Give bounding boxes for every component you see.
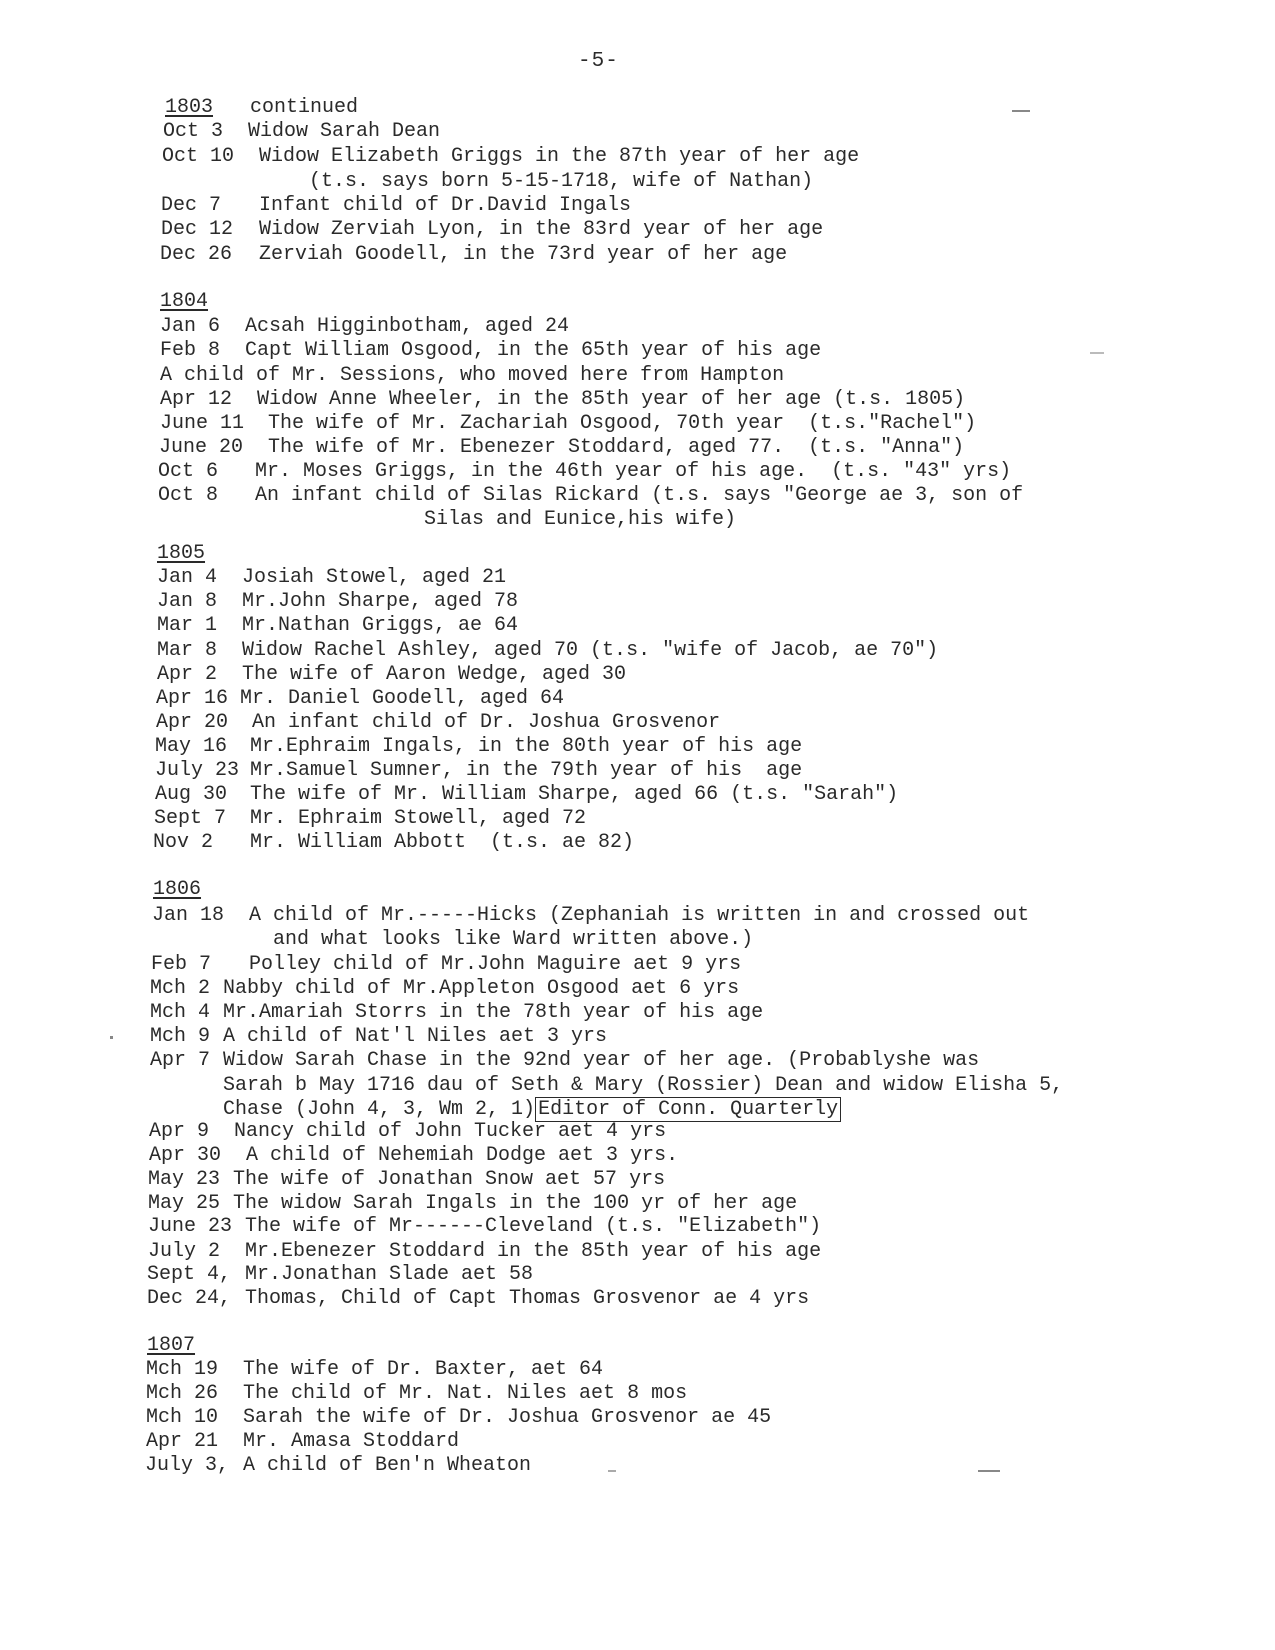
entry-text: Mr. Moses Griggs, in the 46th year of his age. (t.s. "43" yrs)	[255, 460, 1012, 483]
year-heading-1807: 1807	[147, 1334, 196, 1357]
entry-date: Aug 30	[155, 783, 228, 806]
entry-date: May 16	[155, 735, 228, 758]
entry-text: Acsah Higginbotham, aged 24	[245, 315, 570, 338]
entry-date: Oct 6	[158, 460, 219, 483]
entry-text: The widow Sarah Ingals in the 100 yr of her age	[233, 1192, 798, 1215]
entry-text: Mr. William Abbott (t.s. ae 82)	[250, 831, 635, 854]
year-heading-1804: 1804	[160, 290, 209, 313]
entry-text: Widow Rachel Ashley, aged 70 (t.s. "wife of Jacob, ae 70")	[242, 639, 939, 662]
scan-mark	[1012, 110, 1030, 112]
entry-text: A child of Nehemiah Dodge aet 3 yrs.	[246, 1144, 679, 1167]
entry-text: Widow Sarah Dean	[248, 120, 441, 143]
entry-note: Silas and Eunice,his wife)	[424, 508, 737, 531]
entry-date: Mch 26	[146, 1382, 219, 1405]
entry-date: Sept 4,	[147, 1263, 232, 1286]
continued-label: continued	[250, 96, 359, 119]
entry-text: Mr. Ephraim Stowell, aged 72	[250, 807, 587, 830]
entry-date: Mch 2	[150, 977, 211, 1000]
entry-text: The child of Mr. Nat. Niles aet 8 mos	[243, 1382, 688, 1405]
entry-date: July 3,	[145, 1454, 230, 1477]
entry-date: Feb 8	[160, 339, 221, 362]
entry-text: Mr. Daniel Goodell, aged 64	[240, 687, 565, 710]
entry-date: Apr 21	[146, 1430, 219, 1453]
entry-date: Dec 24,	[147, 1287, 232, 1310]
entry-date: Dec 26	[160, 243, 233, 266]
entry-text: Widow Zerviah Lyon, in the 83rd year of her age	[259, 218, 824, 241]
entry-note: Chase (John 4, 3, Wm 2, 1) Editor of Conn. Quarterly	[223, 1098, 841, 1122]
entry-date: May 25	[148, 1192, 221, 1215]
entry-date: Mch 19	[146, 1358, 219, 1381]
scan-mark	[1090, 352, 1104, 354]
scan-mark	[978, 1470, 1000, 1472]
entry-text: Sarah the wife of Dr. Joshua Grosvenor ae 45	[243, 1406, 772, 1429]
entry-date: Mch 4	[150, 1001, 211, 1024]
year-heading-1805: 1805	[157, 542, 206, 565]
entry-date: Mch 9	[150, 1025, 211, 1048]
entry-date: Mch 10	[146, 1406, 219, 1429]
entry-date: Nov 2	[153, 831, 214, 854]
entry-text: Thomas, Child of Capt Thomas Grosvenor ae 4 yrs	[245, 1287, 810, 1310]
entry-date: Apr 2	[157, 663, 218, 686]
entry-text: A child of Ben'n Wheaton	[243, 1454, 532, 1477]
entry-date: Apr 9	[149, 1120, 210, 1143]
entry-text: Mr.Nathan Griggs, ae 64	[242, 614, 519, 637]
entry-text: Zerviah Goodell, in the 73rd year of her age	[259, 243, 788, 266]
entry-text: An infant child of Silas Rickard (t.s. says "George ae 3, son of	[255, 484, 1024, 507]
entry-date: Mar 8	[157, 639, 218, 662]
entry-note: Sarah b May 1716 dau of Seth & Mary (Rossier) Dean and widow Elisha 5,	[223, 1074, 1064, 1097]
entry-date: Apr 7	[150, 1049, 211, 1072]
entry-date: June 11	[160, 412, 245, 435]
entry-text: Mr.Amariah Storrs in the 78th year of his age	[223, 1001, 764, 1024]
entry-text: Mr.John Sharpe, aged 78	[242, 590, 519, 613]
entry-date: Jan 6	[160, 315, 221, 338]
page-number: -5-	[578, 50, 619, 73]
entry-text: The wife of Aaron Wedge, aged 30	[242, 663, 627, 686]
entry-date: July 2	[148, 1240, 221, 1263]
entry-text: Polley child of Mr.John Maguire aet 9 yrs	[249, 953, 742, 976]
entry-date: Mar 1	[157, 614, 218, 637]
year-heading-1803: 1803	[165, 96, 214, 119]
entry-text: The wife of Dr. Baxter, aet 64	[243, 1358, 604, 1381]
entry-text: The wife of Mr. William Sharpe, aged 66 (t.s. "Sarah")	[250, 783, 899, 806]
entry-text: Josiah Stowel, aged 21	[242, 566, 507, 589]
entry-text: The wife of Jonathan Snow aet 57 yrs	[233, 1168, 666, 1191]
entry-text: Mr. Amasa Stoddard	[243, 1430, 460, 1453]
entry-text: Widow Sarah Chase in the 92nd year of her age. (Probablyshe was	[223, 1049, 980, 1072]
entry-date: Dec 12	[161, 218, 234, 241]
scan-mark	[608, 1470, 616, 1472]
entry-text: Widow Anne Wheeler, in the 85th year of her age (t.s. 1805)	[257, 388, 966, 411]
entry-date: Jan 4	[157, 566, 218, 589]
entry-date: June 20	[159, 436, 244, 459]
year-heading-1806: 1806	[153, 878, 202, 901]
entry-text: The wife of Mr. Zachariah Osgood, 70th year (t.s."Rachel")	[268, 412, 977, 435]
scan-mark	[110, 1036, 113, 1039]
entry-text: A child of Mr. Sessions, who moved here from Hampton	[160, 364, 785, 387]
editor-annotation-box: Editor of Conn. Quarterly	[535, 1097, 841, 1122]
entry-text: Mr.Jonathan Slade aet 58	[245, 1263, 534, 1286]
entry-note: and what looks like Ward written above.)	[273, 928, 754, 951]
entry-text: Widow Elizabeth Griggs in the 87th year of her age	[259, 145, 860, 168]
entry-text: Mr.Ephraim Ingals, in the 80th year of his age	[250, 735, 803, 758]
entry-text: The wife of Mr------Cleveland (t.s. "Elizabeth")	[245, 1215, 822, 1238]
entry-date: Sept 7	[154, 807, 227, 830]
entry-text: The wife of Mr. Ebenezer Stoddard, aged 77. (t.s. "Anna")	[268, 436, 965, 459]
entry-text: Infant child of Dr.David Ingals	[259, 194, 632, 217]
entry-date: Jan 8	[157, 590, 218, 613]
entry-date: Oct 8	[158, 484, 219, 507]
entry-date: Oct 10	[162, 145, 235, 168]
entry-date: Jan 18	[152, 904, 225, 927]
entry-text: Mr.Ebenezer Stoddard in the 85th year of his age	[245, 1240, 822, 1263]
entry-date: Apr 30	[149, 1144, 222, 1167]
entry-note: (t.s. says born 5-15-1718, wife of Nathan)	[309, 170, 814, 193]
entry-date: Feb 7	[151, 953, 212, 976]
entry-date: May 23	[148, 1168, 221, 1191]
entry-date: Oct 3	[163, 120, 224, 143]
entry-date: July 23	[155, 759, 240, 782]
entry-date: Apr 20	[156, 711, 229, 734]
entry-text: Nancy child of John Tucker aet 4 yrs	[234, 1120, 667, 1143]
entry-text: Nabby child of Mr.Appleton Osgood aet 6 yrs	[223, 977, 740, 1000]
entry-date: Dec 7	[161, 194, 222, 217]
entry-text: Mr.Samuel Sumner, in the 79th year of his age	[250, 759, 803, 782]
entry-text: A child of Mr.-----Hicks (Zephaniah is written in and crossed out	[249, 904, 1030, 927]
entry-text: Capt William Osgood, in the 65th year of his age	[245, 339, 822, 362]
entry-text: A child of Nat'l Niles aet 3 yrs	[223, 1025, 608, 1048]
entry-date: Apr 12	[160, 388, 233, 411]
entry-date: June 23	[148, 1215, 233, 1238]
entry-date: Apr 16	[156, 687, 229, 710]
entry-text: An infant child of Dr. Joshua Grosvenor	[252, 711, 721, 734]
